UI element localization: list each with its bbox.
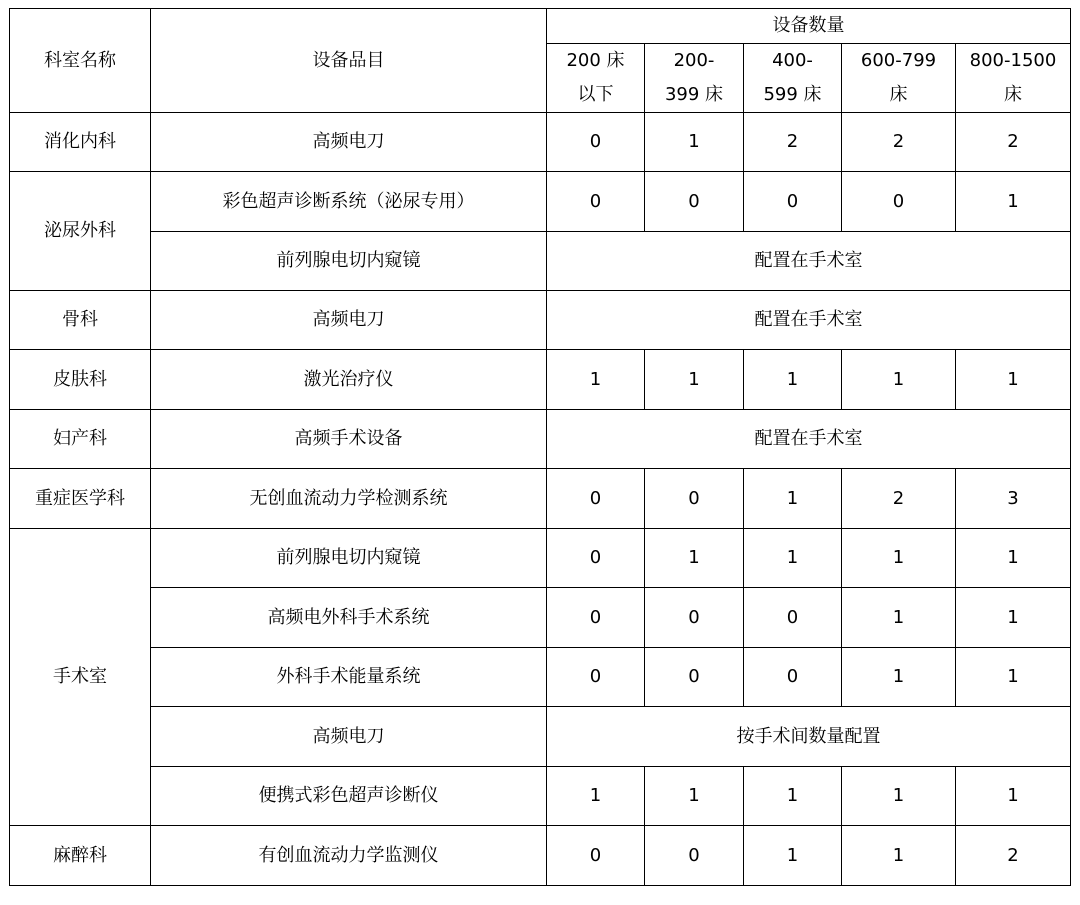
note-cell: 配置在手术室 <box>547 410 1071 469</box>
table-row <box>10 172 1071 232</box>
value-cell: 0 <box>645 588 744 648</box>
header-bed-group: 200 床 以下 <box>547 44 645 113</box>
header-row <box>10 9 1071 44</box>
value-cell: 0 <box>744 648 842 707</box>
value-cell: 2 <box>842 469 956 529</box>
value-cell: 1 <box>842 588 956 648</box>
value-cell: 0 <box>744 172 842 232</box>
header-dept: 科室名称 <box>10 9 151 113</box>
dept-cell: 皮肤科 <box>10 350 151 410</box>
table-row <box>10 588 1071 648</box>
value-cell: 1 <box>842 529 956 588</box>
table-row <box>10 826 1071 886</box>
item-cell: 前列腺电切内窥镜 <box>151 529 547 588</box>
item-cell: 有创血流动力学监测仪 <box>151 826 547 886</box>
value-cell: 0 <box>547 588 645 648</box>
value-cell: 1 <box>645 529 744 588</box>
dept-cell: 泌尿外科 <box>10 172 151 291</box>
table-row <box>10 767 1071 826</box>
value-cell: 0 <box>645 469 744 529</box>
table-row <box>10 232 1071 291</box>
item-cell: 高频电刀 <box>151 291 547 350</box>
header-bed-group: 600-799 床 <box>842 44 956 113</box>
item-cell: 高频电刀 <box>151 707 547 767</box>
value-cell: 3 <box>956 469 1071 529</box>
header-quantity: 设备数量 <box>547 9 1071 44</box>
value-cell: 1 <box>547 350 645 410</box>
equipment-table <box>9 8 1071 886</box>
value-cell: 1 <box>744 529 842 588</box>
value-cell: 2 <box>956 113 1071 172</box>
value-cell: 1 <box>547 767 645 826</box>
value-cell: 0 <box>547 172 645 232</box>
value-cell: 1 <box>956 648 1071 707</box>
value-cell: 2 <box>956 826 1071 886</box>
dept-cell: 消化内科 <box>10 113 151 172</box>
item-cell: 无创血流动力学检测系统 <box>151 469 547 529</box>
value-cell: 1 <box>842 350 956 410</box>
value-cell: 0 <box>645 826 744 886</box>
header-bed-group: 400- 599 床 <box>744 44 842 113</box>
value-cell: 1 <box>744 826 842 886</box>
value-cell: 1 <box>956 350 1071 410</box>
dept-cell: 妇产科 <box>10 410 151 469</box>
dept-cell: 麻醉科 <box>10 826 151 886</box>
item-cell: 便携式彩色超声诊断仪 <box>151 767 547 826</box>
value-cell: 1 <box>645 350 744 410</box>
table-row <box>10 410 1071 469</box>
value-cell: 0 <box>547 648 645 707</box>
value-cell: 1 <box>956 172 1071 232</box>
value-cell: 2 <box>744 113 842 172</box>
table-row <box>10 648 1071 707</box>
item-cell: 高频电外科手术系统 <box>151 588 547 648</box>
value-cell: 0 <box>645 172 744 232</box>
header-bed-group: 800-1500 床 <box>956 44 1071 113</box>
item-cell: 高频手术设备 <box>151 410 547 469</box>
note-cell: 配置在手术室 <box>547 291 1071 350</box>
item-cell: 激光治疗仪 <box>151 350 547 410</box>
table-row <box>10 350 1071 410</box>
dept-cell: 手术室 <box>10 529 151 826</box>
header-item: 设备品目 <box>151 9 547 113</box>
item-cell: 高频电刀 <box>151 113 547 172</box>
value-cell: 0 <box>547 113 645 172</box>
header-bed-group: 200- 399 床 <box>645 44 744 113</box>
value-cell: 1 <box>842 767 956 826</box>
table-row <box>10 469 1071 529</box>
value-cell: 1 <box>744 469 842 529</box>
item-cell: 外科手术能量系统 <box>151 648 547 707</box>
value-cell: 1 <box>645 767 744 826</box>
value-cell: 0 <box>744 588 842 648</box>
note-cell: 配置在手术室 <box>547 232 1071 291</box>
value-cell: 0 <box>547 826 645 886</box>
note-cell: 按手术间数量配置 <box>547 707 1071 767</box>
value-cell: 1 <box>645 113 744 172</box>
value-cell: 2 <box>842 113 956 172</box>
table-row <box>10 113 1071 172</box>
dept-cell: 骨科 <box>10 291 151 350</box>
value-cell: 0 <box>842 172 956 232</box>
value-cell: 1 <box>842 648 956 707</box>
value-cell: 0 <box>547 529 645 588</box>
value-cell: 1 <box>956 588 1071 648</box>
item-cell: 前列腺电切内窥镜 <box>151 232 547 291</box>
table-row <box>10 291 1071 350</box>
dept-cell: 重症医学科 <box>10 469 151 529</box>
value-cell: 1 <box>956 767 1071 826</box>
value-cell: 1 <box>956 529 1071 588</box>
value-cell: 1 <box>842 826 956 886</box>
value-cell: 1 <box>744 350 842 410</box>
value-cell: 0 <box>547 469 645 529</box>
value-cell: 1 <box>744 767 842 826</box>
value-cell: 0 <box>645 648 744 707</box>
item-cell: 彩色超声诊断系统（泌尿专用） <box>151 172 547 232</box>
table-row <box>10 529 1071 588</box>
table-row <box>10 707 1071 767</box>
